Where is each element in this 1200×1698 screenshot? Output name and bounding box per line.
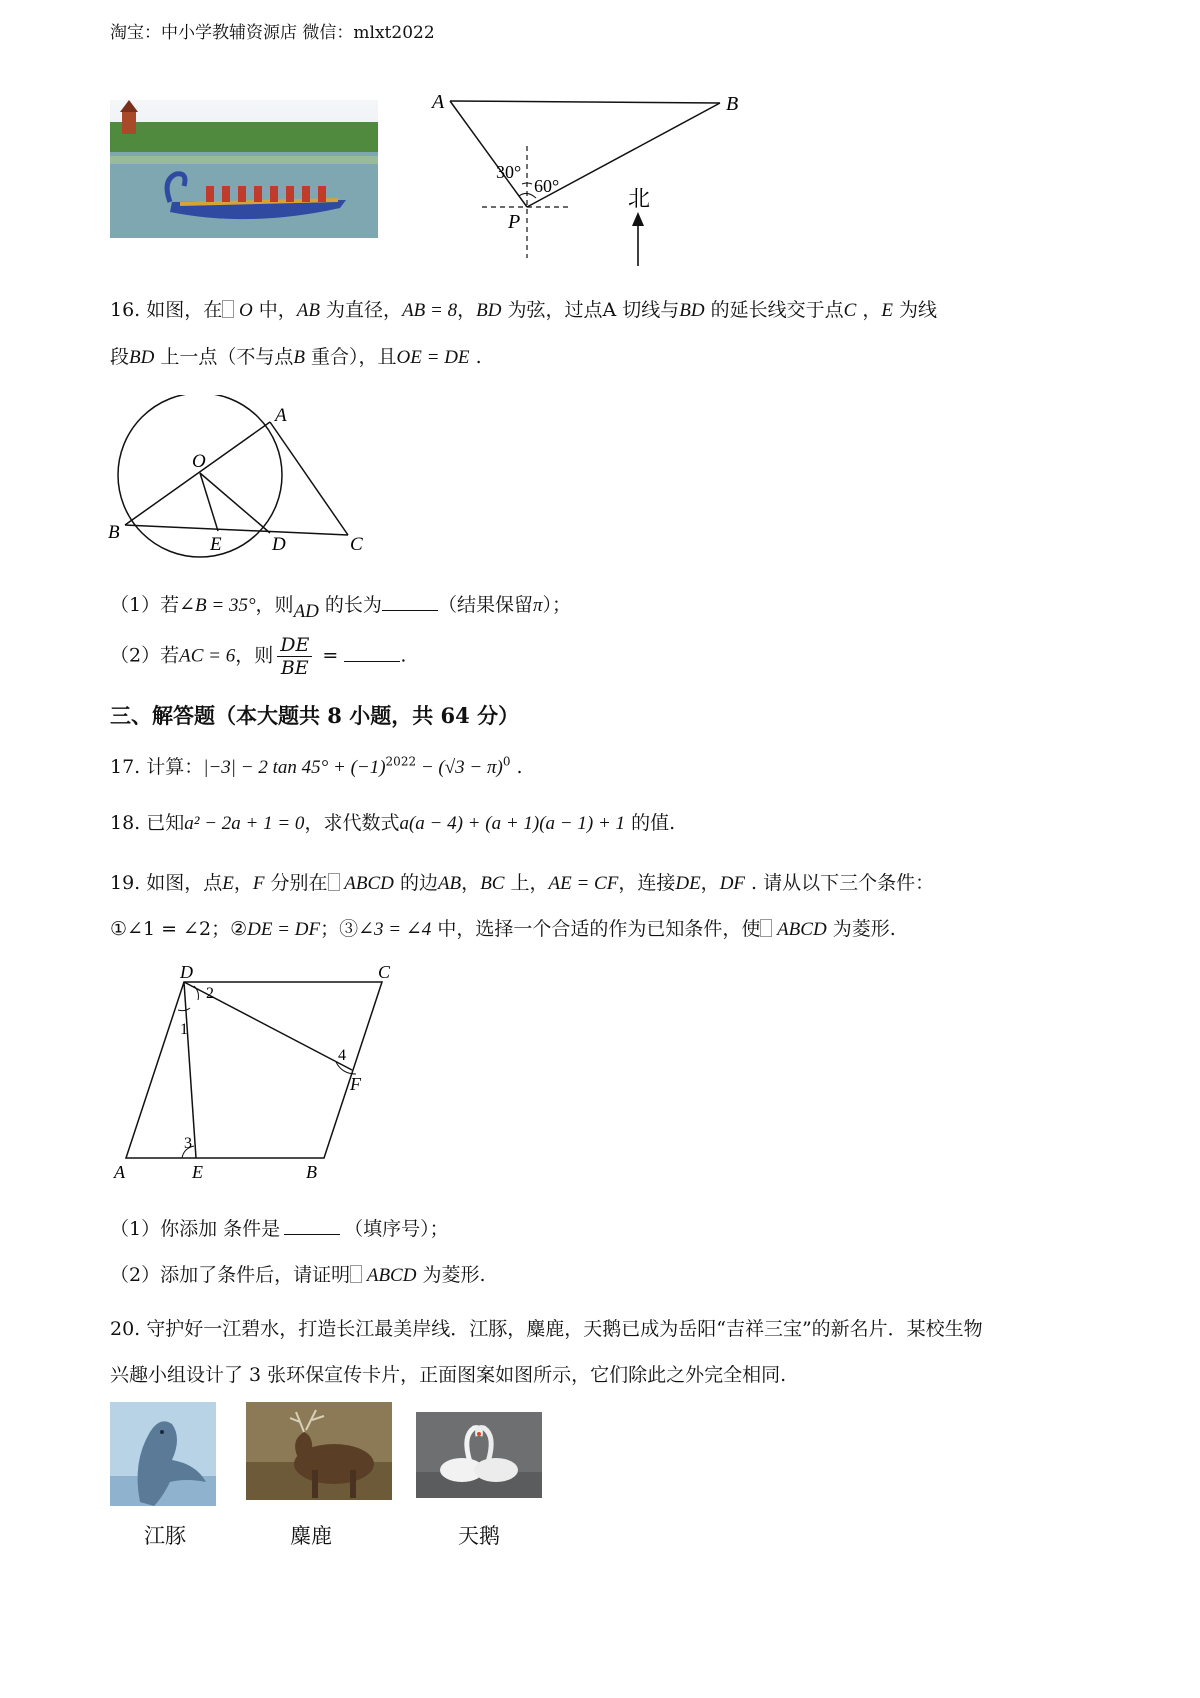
north-arrow-icon bbox=[632, 212, 644, 226]
fig15-label-p: P bbox=[508, 211, 521, 233]
page-header: 淘宝：中小学教辅资源店 微信：mlxt2022 bbox=[110, 23, 435, 43]
rhombus-label-c: C bbox=[378, 962, 391, 982]
q16-line1: 16. 如图，在 O 中，AB 为直径，AB = 8，BD 为弦，过点A 切线与BD 的延长线交于点C ，E 为线 bbox=[110, 299, 938, 321]
section-title: 三、解答题（本大题共 8 小题，共 64 分） bbox=[110, 703, 520, 728]
q19-line2: ①∠1 = ∠2；②DE = DF；③∠3 = ∠4 中，选择一个合适的作为已知条件，使 ABCD 为菱形. bbox=[110, 918, 896, 940]
dragon-boat-photo bbox=[110, 100, 378, 238]
q16-line2: 段BD 上一点（不与点B 重合），且OE = DE . bbox=[110, 346, 482, 368]
rhombus-label-b: B bbox=[306, 1162, 317, 1182]
rhombus-diagram bbox=[110, 962, 410, 1184]
q19-sub2: （2）添加了条件后，请证明 ABCD 为菱形. bbox=[110, 1264, 486, 1286]
q20-line2: 兴趣小组设计了 3 张环保宣传卡片，正面图案如图所示，它们除此之外完全相同. bbox=[110, 1364, 787, 1386]
q18: 18. 已知a² − 2a + 1 = 0，求代数式a(a − 4) + (a + 1)(a − 1) + 1 的值. bbox=[110, 812, 676, 834]
rhombus-label-e: E bbox=[192, 1162, 203, 1182]
deer-card-image bbox=[246, 1402, 392, 1500]
q20-line1: 20. 守护好一江碧水，打造长江最美岸线．江豚，麋鹿，天鹅已成为岳阳“吉祥三宝”的新名片．某校生物 bbox=[110, 1318, 983, 1340]
fig15-label-a: A bbox=[432, 91, 445, 113]
circle-label-b: B bbox=[108, 522, 120, 543]
fig15-angle-30: 30° bbox=[496, 162, 522, 182]
circle-label-e: E bbox=[210, 534, 222, 555]
q17: 17. 计算：|−3| − 2 $\tan 45^\circ + (-1)^{2022} - (√3 - \pi)^0$ . bbox=[110, 754, 523, 778]
circle-tangent-diagram bbox=[100, 395, 400, 565]
rhombus-label-d: D bbox=[180, 962, 193, 982]
angle-4-label: 4 bbox=[338, 1047, 346, 1064]
angle-1-label: 1 bbox=[180, 1021, 188, 1038]
deer-caption: 麋鹿 bbox=[290, 1524, 332, 1548]
q16-sub1: （1）若∠B = 35°，则AD 的长为 （结果保留π）； bbox=[110, 594, 571, 622]
q19-sub1: （1）你添加 条件是 （填序号）； bbox=[110, 1218, 449, 1240]
fig15-angle-60: 60° bbox=[534, 176, 560, 196]
q16-sub2: （2）若AC = 6，则 $\frac{DE}{BE}$ = . bbox=[110, 634, 407, 679]
fig15-label-b: B bbox=[726, 93, 739, 115]
circle-label-o: O bbox=[192, 451, 206, 472]
angle-2-label: 2 bbox=[206, 985, 214, 1002]
swan-card-image bbox=[416, 1412, 542, 1498]
rhombus-label-f: F bbox=[350, 1074, 361, 1094]
circle-label-d: D bbox=[272, 534, 286, 555]
rhombus-label-a: A bbox=[114, 1162, 125, 1182]
north-label: 北 bbox=[628, 186, 651, 211]
dolphin-card-image bbox=[110, 1402, 216, 1506]
q19-line1: 19. 如图，点E，F 分别在 ABCD 的边AB，BC 上，AE = CF，连接DE，DF . 请从以下三个条件： bbox=[110, 872, 935, 894]
swan-caption: 天鹅 bbox=[458, 1524, 500, 1548]
dolphin-caption: 江豚 bbox=[144, 1524, 186, 1548]
angle-3-label: 3 bbox=[184, 1135, 192, 1152]
circle-label-c: C bbox=[350, 534, 363, 555]
circle-label-a: A bbox=[275, 405, 287, 426]
bearing-diagram bbox=[420, 86, 760, 266]
